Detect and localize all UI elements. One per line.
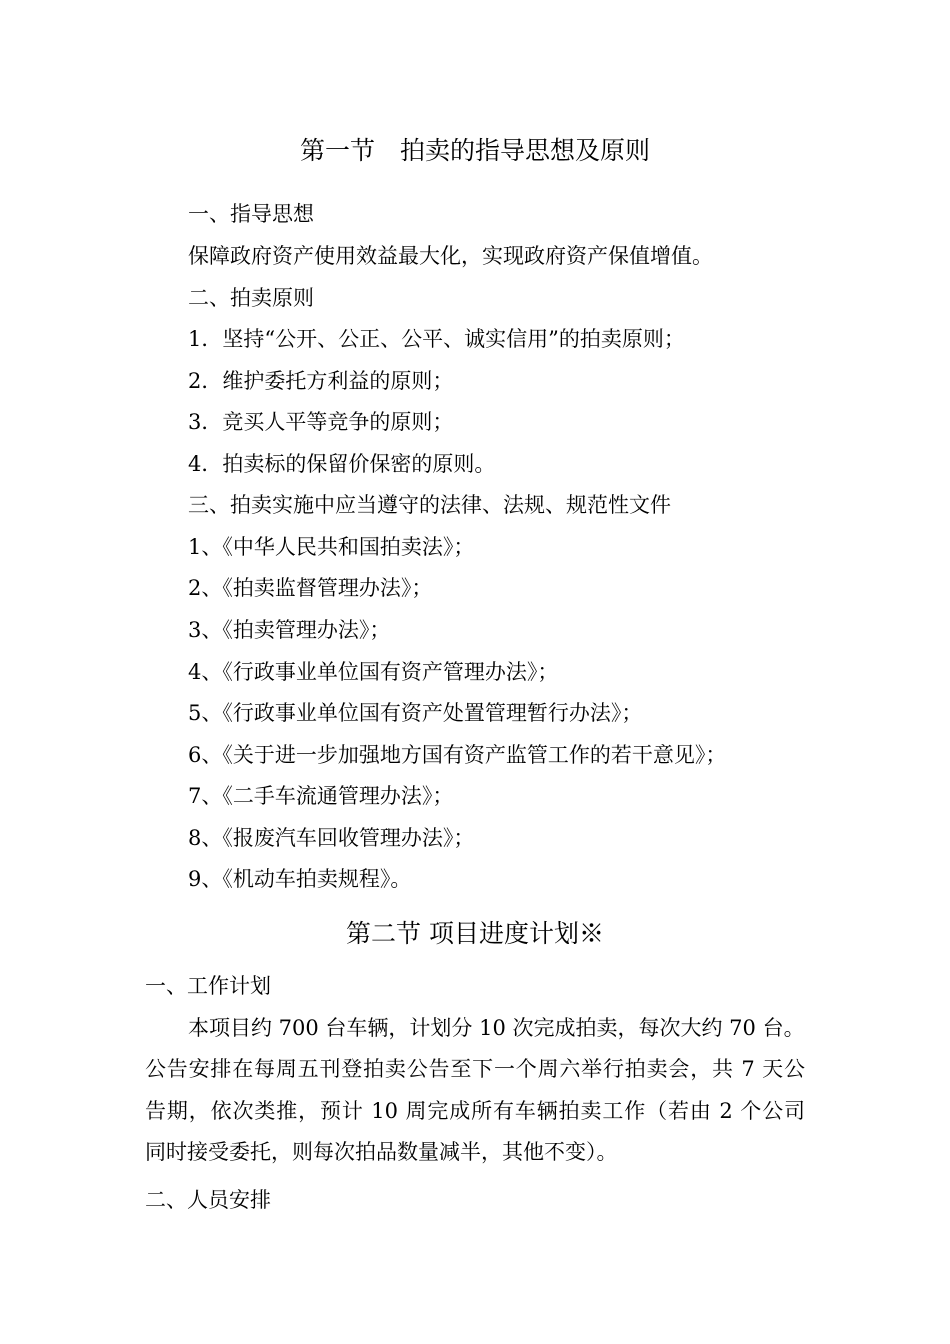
work-plan-paragraph-line: 公告安排在每周五刊登拍卖公告至下一个周六举行拍卖会，共 7 天公 <box>145 1057 805 1081</box>
law-item: 3、《拍卖管理办法》； <box>188 618 391 642</box>
section1-heading-laws: 三、拍卖实施中应当遵守的法律、法规、规范性文件 <box>188 493 671 517</box>
law-item: 2、《拍卖监督管理办法》； <box>188 576 433 600</box>
principle-item: 1．坚持“公开、公正、公平、诚实信用”的拍卖原则； <box>188 327 685 351</box>
law-item: 5、《行政事业单位国有资产处置管理暂行办法》； <box>188 701 643 725</box>
work-plan-paragraph-line: 告期，依次类推，预计 10 周完成所有车辆拍卖工作（若由 2 个公司 <box>145 1099 805 1123</box>
section1-title: 第一节 拍卖的指导思想及原则 <box>299 136 650 165</box>
law-item: 8、《报废汽车回收管理办法》； <box>188 826 475 850</box>
section2-heading-staffing: 二、人员安排 <box>145 1188 271 1212</box>
principle-item: 4．拍卖标的保留价保密的原则。 <box>188 452 496 476</box>
work-plan-paragraph-line: 同时接受委托，则每次拍品数量减半，其他不变）。 <box>145 1140 618 1164</box>
section2-title: 第二节 项目进度计划※ <box>346 919 604 948</box>
law-item: 6、《关于进一步加强地方国有资产监管工作的若干意见》； <box>188 743 727 767</box>
principle-item: 3．竞买人平等竞争的原则； <box>188 410 454 434</box>
section2-heading-work-plan: 一、工作计划 <box>145 974 271 998</box>
section1-heading-guiding-thought: 一、指导思想 <box>188 202 314 226</box>
work-plan-paragraph-line: 本项目约 700 台车辆，计划分 10 次完成拍卖，每次大约 70 台。 <box>188 1016 805 1040</box>
principle-item: 2．维护委托方利益的原则； <box>188 369 454 393</box>
law-item: 1、《中华人民共和国拍卖法》； <box>188 535 475 559</box>
section1-heading-principles: 二、拍卖原则 <box>188 286 314 310</box>
law-item: 9、《机动车拍卖规程》。 <box>188 867 412 891</box>
section1-guiding-thought-text: 保障政府资产使用效益最大化，实现政府资产保值增值。 <box>188 244 713 268</box>
law-item: 7、《二手车流通管理办法》； <box>188 784 454 808</box>
law-item: 4、《行政事业单位国有资产管理办法》； <box>188 660 559 684</box>
